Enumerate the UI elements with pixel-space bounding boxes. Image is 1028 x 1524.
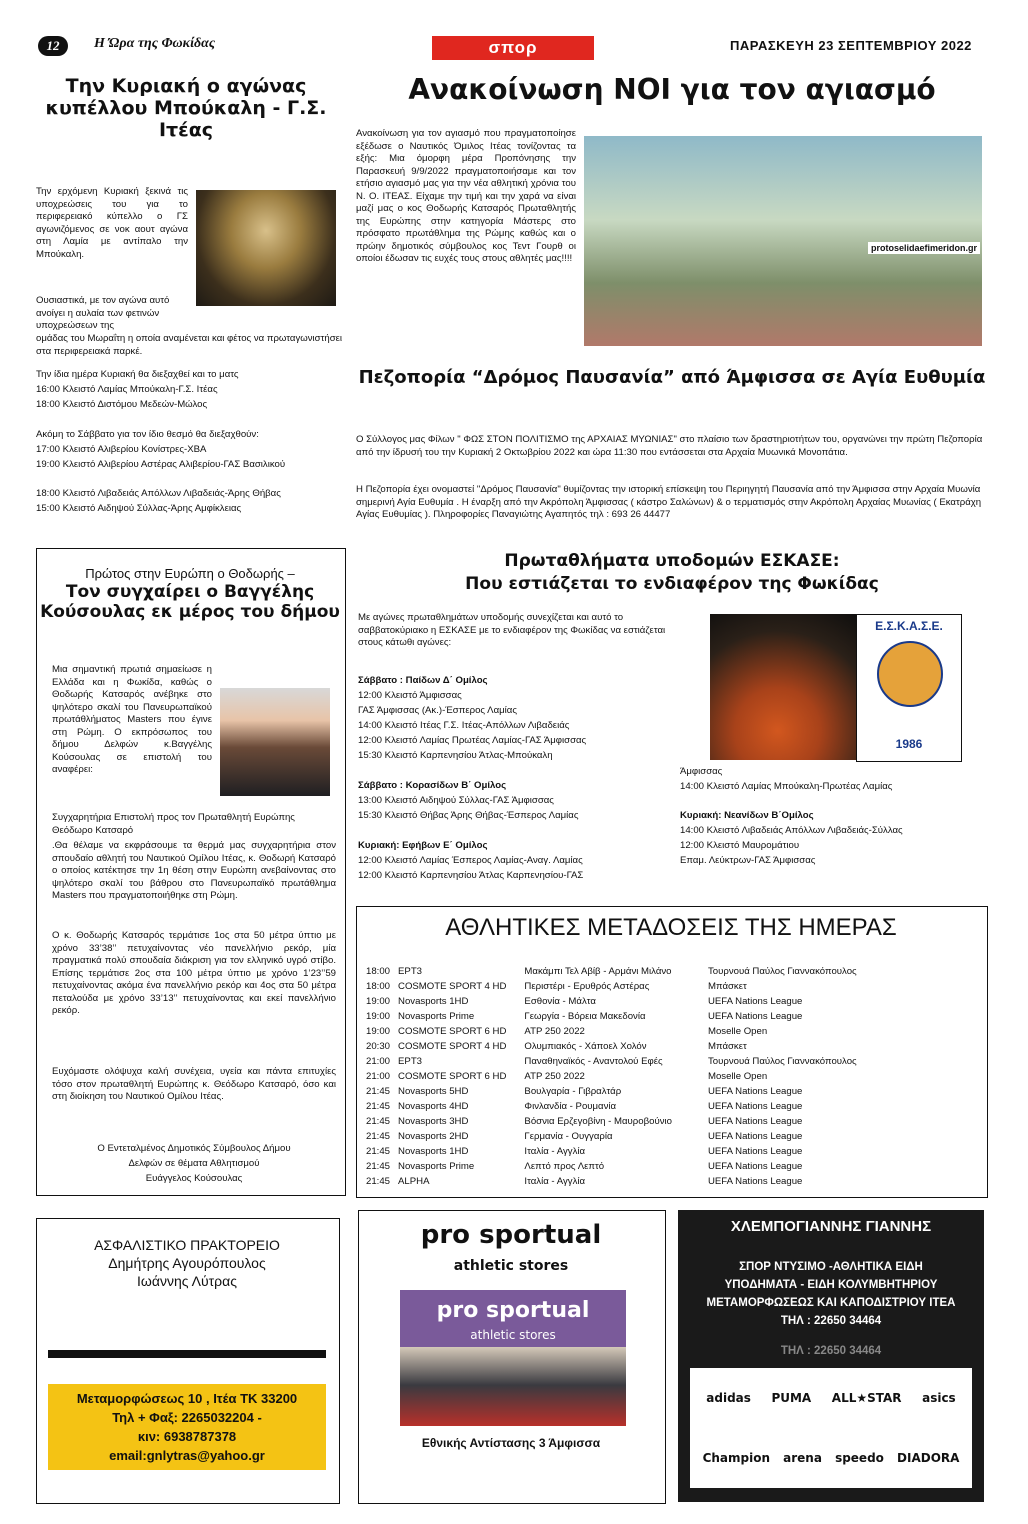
schedule-heading: Κυριακή: Νεανίδων Β΄Ομίλος [680, 810, 814, 821]
tv-channel: COSMOTE SPORT 6 HD [398, 1026, 507, 1037]
tv-schedule-row [366, 1039, 865, 1054]
store-owner: ΧΛΕΜΠΟΓΙΑΝΝΗΣ ΓΙΑΝΝΗΣ [730, 1218, 932, 1235]
tv-event: Λεπτό προς Λεπτό [524, 1161, 605, 1172]
tv-channel: ΕΡΤ3 [398, 966, 423, 977]
eskase-title-1: Πρωταθλήματα υποδομών ΕΣΚΑΣΕ: [504, 551, 840, 571]
brand-logo: adidas [706, 1391, 751, 1405]
cup-article-para2b: ομάδας του Μωραΐτη η οποία αναμένεται και φέτος να πρωταγωνιστήσει στα περιφερειακά παρκέ. [36, 333, 343, 357]
tv-channel: Novasports Prime [398, 1161, 475, 1172]
tv-competition: UEFA Nations League [707, 1101, 803, 1112]
tv-channel: Novasports 1HD [398, 996, 469, 1007]
tv-channel: Novasports 5HD [398, 1086, 469, 1097]
eskase-logo [856, 614, 962, 762]
tv-competition: Μπάσκετ [707, 1041, 747, 1052]
eskase-title-2: Που εστιάζεται το ενδιαφέρον της Φωκίδας [465, 574, 879, 594]
basketball-photo [710, 614, 860, 760]
tv-channel: COSMOTE SPORT 4 HD [398, 1041, 507, 1052]
tv-event: Γεωργία - Βόρεια Μακεδονία [524, 1011, 646, 1022]
insurance-phone: Τηλ + Φαξ: 2265032204 - [112, 1410, 262, 1425]
tv-channel: Novasports Prime [398, 1011, 475, 1022]
tv-schedule-row [366, 1174, 865, 1189]
store-line: ΜΕΤΑΜΟΡΦΩΣΕΩΣ ΚΑΙ ΚΑΠΟΔΙΣΤΡΙΟΥ ΙΤΕΑ [706, 1297, 956, 1309]
cup-line: 18:00 Κλειστό Λιβαδειάς Απόλλων Λιβαδειάς-Άρης Θήβας [36, 488, 281, 499]
trophy-photo [196, 190, 336, 306]
tv-competition: UEFA Nations League [707, 1176, 803, 1187]
tv-time: 21:45 [366, 1086, 391, 1097]
cup-article-title: Την Κυριακή ο αγώνας κυπέλλου Μπούκαλη - Γ.Σ. Ιτέας [45, 75, 327, 141]
schedule-line: 14:00 Κλειστό Λιβαδειάς Απόλλων Λιβαδειάς-Σύλλας [680, 825, 903, 836]
tv-event: Βουλγαρία - Γιβραλτάρ [524, 1086, 622, 1097]
portrait-photo [220, 688, 330, 796]
eskase-intro: Με αγώνες πρωταθλημάτων υποδομής συνεχίζεται και αυτό το σαββατοκύριακο η ΕΣΚΑΣΕ με το ενδιαφέρον της Φωκίδας να εστιάζεται στους κάτωθι αγώνες: [358, 612, 666, 648]
brand-logo: PUMA [771, 1391, 812, 1405]
insurance-ad-name: Δημήτρης Αγουρόπουλος [108, 1255, 266, 1271]
tv-channel: Novasports 2HD [398, 1131, 469, 1142]
schedule-line: ΓΑΣ Άμφισσας (Ακ.)-Έσπερος Λαμίας [358, 705, 517, 716]
tv-competition: UEFA Nations League [707, 996, 803, 1007]
tv-time: 21:45 [366, 1101, 391, 1112]
cup-line: Την ίδια ημέρα Κυριακή θα διεξαχθεί και το ματς [36, 369, 239, 380]
tv-schedule-row [366, 964, 865, 979]
schedule-line: 14:00 Κλειστό Λαμίας Μπούκαλη-Πρωτέας Λαμίας [680, 781, 893, 792]
cup-line: 19:00 Κλειστό Αλιβερίου Αστέρας Αλιβερίου-ΓΑΣ Βασιλικού [36, 459, 286, 470]
tv-competition: Τουρνουά Παύλος Γιαννακόπουλος [707, 966, 857, 977]
tv-schedule-title: ΑΘΛΗΤΙΚΕΣ ΜΕΤΑΔΟΣΕΙΣ ΤΗΣ ΗΜΕΡΑΣ [445, 914, 897, 941]
store-phone: ΤΗΛ : 22650 34464 [780, 1315, 882, 1327]
tv-competition: Moselle Open [707, 1026, 768, 1037]
storefront-sign-tag: athletic stores [470, 1328, 556, 1342]
brand-logo: DIADORA [897, 1451, 960, 1465]
europe-article-title: Τον συγχαίρει ο Βαγγέλης Κούσουλας εκ μέρος του δήμου [40, 582, 340, 622]
tv-event: Ολυμπιακός - Χάποελ Χολόν [524, 1041, 647, 1052]
tv-event: Εσθονία - Μάλτα [524, 996, 596, 1007]
tv-schedule-row [366, 1144, 865, 1159]
europe-article-body2: Ο κ. Θοδωρής Κατσαρός τερμάτισε 1ος στα 50 μέτρα ύπτιο με χρόνο 33’38’’ πετυχαίνοντας νέο πανελλήνιο ρεκόρ, μία πραγματικά πολύ σπουδαία διάκριση για τον ελληνικό υγρό στίβο. Επίσης τερμάτισε 2ος στα 100 μέτρα ύπτιο με χρόνο 1’23’’59 πετυχαίνοντας ακόμα ένα πανελλήνιο ρεκόρ και 4ος στα 50 μέτρα πεταλούδα με χρόνο 33’13’’ πετυχαίνοντας και εκεί πανελλήνιο ρεκόρ. [52, 930, 336, 1016]
store-line: ΣΠΟΡ ΝΤΥΣΙΜΟ -ΑΘΛΗΤΙΚΑ ΕΙΔΗ [739, 1261, 923, 1273]
prosportual-name: pro sportual [420, 1220, 602, 1250]
europe-article-body3: Ευχόμαστε ολόψυχα καλή συνέχεια, υγεία και πάντα επιτυχίες τόσο στον πρωταθλητή Ευρώπης κ. Θεόδωρο Κατσαρό, όσο και στη διοίκηση του Ναυτικού Ομίλου Ιτέας. [52, 1066, 336, 1102]
insurance-ad-title: ΑΣΦΑΛΙΣΤΙΚΟ ΠΡΑΚΤΟΡΕΙΟ [94, 1237, 280, 1253]
tv-time: 21:45 [366, 1131, 391, 1142]
tv-schedule-row [366, 1009, 865, 1024]
tv-event: Ιταλία - Αγγλία [524, 1146, 586, 1157]
insurance-email: email:gnlytras@yahoo.gr [109, 1448, 265, 1463]
cup-line: 17:00 Κλειστό Αλιβερίου Κονίστρες-ΧΒΑ [36, 444, 207, 455]
cup-line: 18:00 Κλειστό Διστόμου Μεδεών-Μώλος [36, 399, 208, 410]
store-line: ΥΠΟΔΗΜΑΤΑ - ΕΙΔΗ ΚΟΛΥΜΒΗΤΗΡΙΟΥ [724, 1279, 938, 1291]
schedule-line: 12:00 Κλειστό Καρπενησίου Άτλας Καρπενησίου-ΓΑΣ [358, 870, 584, 881]
tv-channel: COSMOTE SPORT 6 HD [398, 1071, 507, 1082]
schedule-line: Επαμ. Λεύκτρων-ΓΑΣ Άμφισσας [680, 855, 816, 866]
watermark: protoselidaefimeridon.gr [868, 242, 980, 254]
tv-schedule-table-wrap [366, 964, 865, 1189]
tv-event: Γερμανία - Ουγγαρία [524, 1131, 613, 1142]
tv-channel: ΕΡΤ3 [398, 1056, 423, 1067]
tv-event: Ιταλία - Αγγλία [524, 1176, 586, 1187]
store-phone-faded: ΤΗΛ : 22650 34464 [780, 1345, 882, 1357]
cup-line: 15:00 Κλειστό Αιδηψού Σύλλας-Άρης Αμφίκλειας [36, 503, 242, 514]
tv-channel: Novasports 3HD [398, 1116, 469, 1127]
tv-channel: COSMOTE SPORT 4 HD [398, 981, 507, 992]
tv-competition: UEFA Nations League [707, 1161, 803, 1172]
tv-event: Μακάμπι Τελ Αβίβ - Αρμάνι Μιλάνο [524, 966, 672, 977]
prosportual-address: Εθνικής Αντίστασης 3 Άμφισσα [421, 1436, 601, 1450]
signature-line: Ευάγγελος Κούσουλας [145, 1173, 243, 1184]
tv-schedule-row [366, 994, 865, 1009]
tv-time: 20:30 [366, 1041, 391, 1052]
tv-time: 19:00 [366, 1011, 391, 1022]
europe-article-intro: Μια σημαντική πρωτιά σημαείωσε η Ελλάδα και η Φωκίδα, καθώς ο Θοδωρής Κατσαρός ανέβηκε στο ψηλότερο σκαλί του Πανευρωπαϊκού πρωτάθλήματος Masters που έγινε στη Ρώμη. Ο εκπρόσωπος του δήμου Δελφών κ.Βαγγέλης Κούσουλας σε επιστολή του αναφέρει: [52, 664, 212, 775]
tv-time: 19:00 [366, 1026, 391, 1037]
tv-schedule-row [366, 1129, 865, 1144]
tv-time: 18:00 [366, 966, 391, 977]
insurance-ad-name: Ιωάννης Λύτρας [137, 1273, 237, 1289]
tv-competition: Μπάσκετ [707, 981, 747, 992]
logo-year: 1986 [895, 737, 923, 751]
noi-article-title: Ανακοίνωση ΝΟΙ για τον αγιασμό [408, 73, 936, 106]
tv-competition: UEFA Nations League [707, 1116, 803, 1127]
tv-time: 21:45 [366, 1161, 391, 1172]
noi-article-body: Ανακοίνωση για τον αγιασμό που πραγματοποίησε εξέδωσε ο Ναυτικός Όμιλος Ιτέας τονίζοντας τα εξής: Μια όμορφη μέρα Προπόνησης την Παρασκευή 9/9/2022 πραγματοποιήσαμε και τον ετήσιο αγιασμό μας για την νέα αθλητική χρόνια του Ν. Ο. ΙΤΕΑΣ. Είχαμε την τιμή και την χαρά να είναι μαζί μας ο κος Θοδωρής Κατσαρός Πρωταθλητής της Ευρώπης στην κατηγορία Μάστερς στο πρόσφατο πρωτάθλημα της Ρώμης καθώς και ο πρώην δημοτικός σύμβουλος κος Τεντ Γουρθ οι οποίοι έδωσαν τις ευχές τους στους αθλητές μας!!!! [356, 128, 576, 264]
tv-competition: Τουρνουά Παύλος Γιαννακόπουλος [707, 1056, 857, 1067]
divider-bar [48, 1350, 326, 1358]
tv-event: Περιστέρι - Ερυθρός Αστέρας [524, 981, 650, 992]
schedule-line: 13:00 Κλειστό Αιδηψού Σύλλας-ΓΑΣ Άμφισσας [358, 795, 554, 806]
brand-logos [690, 1368, 972, 1488]
schedule-line: 12:00 Κλειστό Λαμίας Έσπερος Λαμίας-Αναγ. Λαμίας [358, 855, 583, 866]
brand-logo: ALL★STAR [831, 1391, 902, 1405]
tv-schedule-row [366, 1099, 865, 1114]
logo-text: Ε.Σ.Κ.Α.Σ.Ε. [875, 619, 943, 633]
tv-time: 21:00 [366, 1071, 391, 1082]
schedule-line: 15:30 Κλειστό Θήβας Άρης Θήβας-Έσπερος Λαμίας [358, 810, 579, 821]
tv-competition: UEFA Nations League [707, 1011, 803, 1022]
hike-article-p2: Η Πεζοπορία έχει ονομαστεί "Δρόμος Παυσανία" θυμίζοντας την ιστορική επίσκεψη του Περιηγητή Παυσανία από την Άμφισσα στην Αρχαία Μυωνία σημερινή Αγία Ευθυμία . Η έναρξη από την Ακρόπολη Άμφισσας ( κάστρο Σαλώνων) & ο τερματισμός στην Ακρόπολη Αρχαίας Μυωνίας ( Εκατράχη Αγίας Ευθυμίας ). Πληροφορίες Παναγιώτης Αγαπητός τηλ : 693 26 44477 [356, 484, 982, 520]
insurance-mobile: κιν: 6938787378 [137, 1429, 237, 1444]
page-number: 12 [38, 36, 68, 56]
tv-competition: UEFA Nations League [707, 1146, 803, 1157]
tv-event: Βόσνια Ερζεγοβίνη - Μαυροβούνιο [524, 1116, 672, 1127]
tv-channel: ALPHA [398, 1176, 430, 1187]
cup-line: Ακόμη το Σάββατο για τον ίδιο θεσμό θα διεξαχθούν: [36, 429, 259, 440]
tv-time: 21:00 [366, 1056, 391, 1067]
issue-date: ΠΑΡΑΣΚΕΥΗ 23 ΣΕΠΤΕΜΒΡΙΟΥ 2022 [730, 38, 972, 53]
schedule-heading: Σάββατο : Κορασίδων Β΄ Ομίλος [358, 780, 507, 791]
brand-logo: Champion [702, 1451, 771, 1465]
tv-time: 18:00 [366, 981, 391, 992]
tv-competition: UEFA Nations League [707, 1086, 803, 1097]
tv-event: ATP 250 2022 [524, 1026, 585, 1037]
schedule-line: Άμφισσας [680, 766, 723, 777]
tv-schedule-row [366, 1024, 865, 1039]
cup-line: 16:00 Κλειστό Λαμίας Μπούκαλη-Γ.Σ. Ιτέας [36, 384, 218, 395]
tv-time: 19:00 [366, 996, 391, 1007]
tv-channel: Novasports 4HD [398, 1101, 469, 1112]
tv-schedule-row [366, 1159, 865, 1174]
cup-article-intro: Την ερχόμενη Κυριακή ξεκινά τις υποχρεώσεις του για το περιφερειακό κύπελλο ο ΓΣ αγωνιζόμενος σε νοκ αουτ αγώνα στη Λαμία με αντίπαλο την Μπούκαλη. [36, 186, 188, 260]
tv-channel: Novasports 1HD [398, 1146, 469, 1157]
tv-schedule-row [366, 1054, 865, 1069]
team-group-photo [584, 136, 982, 346]
europe-article-kicker: Πρώτος στην Ευρώπη ο Θοδωρής – [85, 566, 295, 581]
schedule-line: 14:00 Κλειστό Ιτέας Γ.Σ. Ιτέας-Απόλλων Λιβαδειάς [358, 720, 570, 731]
tv-time: 21:45 [366, 1146, 391, 1157]
storefront-sign: pro sportual [436, 1298, 590, 1323]
schedule-line: 15:30 Κλειστό Καρπενησίου Άτλας-Μπούκαλη [358, 750, 553, 761]
schedule-line: 12:00 Κλειστό Λαμίας Πρωτέας Λαμίας-ΓΑΣ Άμφισσας [358, 735, 587, 746]
cup-article-para2: Ουσιαστικά, με τον αγώνα αυτό ανοίγει η αυλαία των φετινών υποχρεώσεων της [36, 295, 170, 331]
tv-event: ATP 250 2022 [524, 1071, 585, 1082]
schedule-heading: Σάββατο : Παίδων Δ΄ Ομίλος [358, 675, 488, 686]
signature-line: Ο Εντεταλμένος Δημοτικός Σύμβουλος Δήμου [97, 1143, 291, 1154]
tv-event: Παναθηναϊκός - Αναντολού Εφές [524, 1056, 663, 1067]
logo-emblem [877, 641, 943, 707]
tv-competition: UEFA Nations League [707, 1131, 803, 1142]
tv-schedule-row [366, 979, 865, 994]
schedule-line: 12:00 Κλειστό Μαυρομάτιου [680, 840, 800, 851]
tv-event: Φινλανδία - Ρουμανία [524, 1101, 617, 1112]
europe-article-body: .Θα θέλαμε να εκφράσουμε τα θερμά μας συγχαρητήρια στον σπουδαίο αθλητή του Ναυτικού Ομίλου Ιτέας, κ. Θοδωρή Κατσαρό ο οποίος κατέκτησε την 1η θέση στην Ευρώπη ανεβαίνοντας στο ψηλότερο σκαλί του βάθρου στο Πανευρωπαϊκό πρωτάθλημα Masters που πραγματοποιήθηκε στη Ρώμη. [52, 840, 336, 901]
schedule-heading: Κυριακή: Εφήβων Ε΄ Ομίλος [358, 840, 488, 851]
tv-time: 21:45 [366, 1176, 391, 1187]
tv-schedule-row [366, 1084, 865, 1099]
brand-logos-panel [690, 1368, 972, 1488]
tv-schedule-row [366, 1069, 865, 1084]
tv-time: 21:45 [366, 1116, 391, 1127]
newspaper-name: Η Ώρα της Φωκίδας [94, 36, 216, 51]
insurance-address: Μεταμορφώσεως 10 , Ιτέα ΤΚ 33200 [76, 1391, 298, 1406]
europe-article-salute: Συγχαρητήρια Επιστολή προς τον Πρωταθλητή Ευρώπης Θεόδωρο Κατσαρό [52, 812, 295, 836]
signature-line: Δελφών σε θέματα Αθλητισμού [128, 1158, 260, 1169]
section-tag: σπορ [432, 36, 594, 60]
brand-logo: arena [783, 1451, 822, 1465]
tv-competition: Moselle Open [707, 1071, 768, 1082]
brand-logo: speedo [835, 1451, 884, 1465]
schedule-line: 12:00 Κλειστό Άμφισσας [358, 690, 462, 701]
brand-logo: asics [922, 1391, 956, 1405]
hike-article-title: Πεζοπορία “Δρόμος Παυσανία” από Άμφισσα σε Αγία Ευθυμία [358, 367, 986, 388]
prosportual-tagline: athletic stores [453, 1258, 569, 1274]
storefront-photo [400, 1290, 626, 1426]
tv-schedule-row [366, 1114, 865, 1129]
hike-article-p1: Ο Σύλλογος μας Φίλων " ΦΩΣ ΣΤΟΝ ΠΟΛΙΤΙΣΜΟ της ΑΡΧΑΙΑΣ ΜΥΩΝΙΑΣ" στο πλαίσιο των δραστηριοτήτων του, οργανώνει την πρώτη Πεζοπορία από την ίδρυσή του την Κυριακή 2 Οκτωβρίου 2022 και ώρα 11:30 που εντάσσεται στα Αρχαία Μυωνικά Μονοπάτια. [356, 434, 983, 458]
tv-schedule-table [366, 964, 865, 1189]
